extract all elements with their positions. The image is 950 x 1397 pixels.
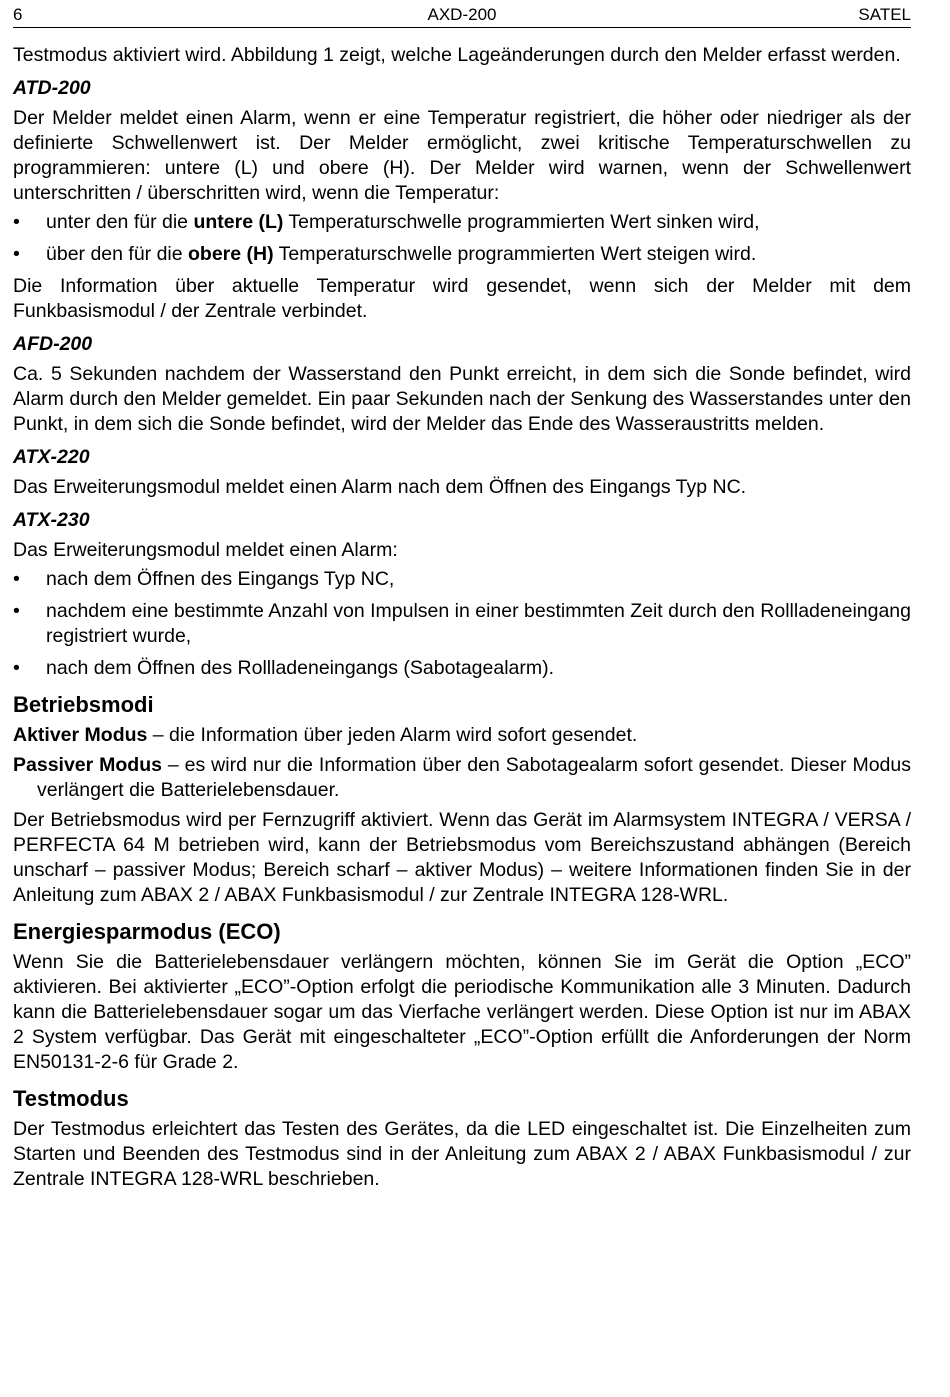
eco-paragraph: Wenn Sie die Batterielebensdauer verlängern möchten, können Sie im Gerät die Option „ECO” aktivieren. Bei aktivierter „ECO”-Option erfolgt die periodische Kommunikation alle 3 Minuten. Dadurch kann die Batterielebensdauer sogar um das Vierfache verlängert werden. Diese Option ist nur im ABAX 2 System verfügbar. Das Gerät mit eingeschalteter „ECO”-Option erfüllt die Anforderungen der Norm EN50131-2-6 für Grade 2.: [13, 951, 911, 1073]
afd-heading: AFD-200: [13, 333, 93, 355]
betriebsmodi-heading: Betriebsmodi: [13, 692, 154, 717]
intro-paragraph: Testmodus aktiviert wird. Abbildung 1 zeigt, welche Lageänderungen durch den Melder erfasst werden.: [13, 44, 901, 66]
bullet-icon: •: [13, 211, 20, 233]
eco-heading: Energiesparmodus (ECO): [13, 919, 281, 944]
page-content: [13, 43, 911, 1192]
atx230-bullet-list: [13, 567, 911, 681]
atd-paragraph: Der Melder meldet einen Alarm, wenn er eine Temperatur registriert, die höher oder niedriger als der definierte Schwellenwert ist. Der Melder ermöglicht, zwei kritische Temperaturschwellen zu programmieren: untere (L) und obere (H). Der Melder wird warnen, wenn der Schwellenwert unterschritten / überschritten wird, wenn die Temperatur:: [13, 107, 911, 204]
passive-mode-definition: Passiver Modus – es wird nur die Information über den Sabotagealarm sofort gesendet. Dieser Modus verlängert die Batterielebensdauer.: [13, 754, 911, 801]
testmodus-paragraph: Der Testmodus erleichtert das Testen des Gerätes, da die LED eingeschaltet ist. Die Einzelheiten zum Starten und Beenden des Testmodus sind in der Anleitung zum ABAX 2 / ABAX Funkbasismodul / zur Zentrale INTEGRA 128-WRL beschrieben.: [13, 1118, 911, 1190]
testmodus-heading: Testmodus: [13, 1086, 129, 1111]
page-header: [13, 3, 911, 28]
atd-bullet-list: [13, 210, 911, 267]
atx220-paragraph: Das Erweiterungsmodul meldet einen Alarm nach dem Öffnen des Eingangs Typ NC.: [13, 476, 747, 498]
document-title: AXD-200: [427, 5, 497, 24]
bullet-icon: •: [13, 600, 20, 622]
brand-name: SATEL: [858, 5, 911, 24]
atd-heading: ATD-200: [13, 77, 91, 99]
betriebsmodi-paragraph: Der Betriebsmodus wird per Fernzugriff aktiviert. Wenn das Gerät im Alarmsystem INTEGRA / VERSA / PERFECTA 64 M betrieben wird, kann der Betriebsmodus vom Bereichszustand abhängen (Bereich unscharf – passiver Modus; Bereich scharf – aktiver Modus) – weitere Informationen finden Sie in der Anleitung zum ABAX 2 / ABAX Funkbasismodul / zur Zentrale INTEGRA 128-WRL.: [13, 809, 911, 906]
bullet-icon: •: [13, 568, 20, 590]
list-item: • nach dem Öffnen des Eingangs Typ NC,: [13, 568, 395, 590]
atd-paragraph-2: Die Information über aktuelle Temperatur wird gesendet, wenn sich der Melder mit dem Funkbasismodul / der Zentrale verbindet.: [13, 275, 911, 322]
list-item: • unter den für die untere (L) Temperaturschwelle programmierten Wert sinken wird,: [13, 211, 760, 233]
atx230-paragraph: Das Erweiterungsmodul meldet einen Alarm:: [13, 539, 398, 561]
atx230-heading: ATX-230: [13, 509, 90, 531]
active-mode-definition: Aktiver Modus – die Information über jeden Alarm wird sofort gesendet.: [13, 724, 638, 746]
bullet-icon: •: [13, 657, 20, 679]
bullet-icon: •: [13, 243, 20, 265]
afd-paragraph: Ca. 5 Sekunden nachdem der Wasserstand den Punkt erreicht, in dem sich die Sonde befindet, wird Alarm durch den Melder gemeldet. Ein paar Sekunden nach der Senkung des Wasserstandes unter den Punkt, in dem sich die Sonde befindet, wird der Melder das Ende des Wasseraustritts melden.: [13, 363, 911, 435]
page-number: 6: [13, 5, 23, 24]
list-item: • nachdem eine bestimmte Anzahl von Impulsen in einer bestimmten Zeit durch den Rollladeneingang registriert wurde,: [13, 600, 911, 647]
list-item: • über den für die obere (H) Temperaturschwelle programmierten Wert steigen wird.: [13, 243, 757, 265]
atx220-heading: ATX-220: [13, 446, 90, 468]
list-item: • nach dem Öffnen des Rollladeneingangs (Sabotagealarm).: [13, 657, 555, 679]
